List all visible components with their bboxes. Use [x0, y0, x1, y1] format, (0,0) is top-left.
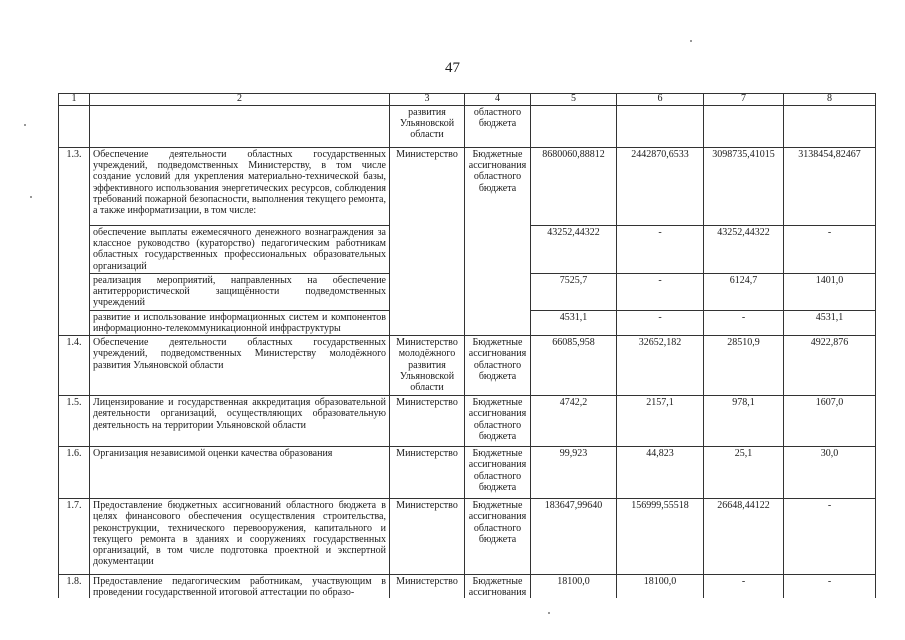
row-value: 4531,1 [784, 310, 876, 335]
column-header: 2 [90, 94, 390, 106]
row-value: 2157,1 [617, 396, 704, 447]
row-number: 1.3. [59, 148, 90, 336]
scan-speck [30, 196, 32, 198]
row-value: 66085,958 [531, 336, 617, 396]
table-row [59, 447, 876, 499]
scan-speck [24, 124, 26, 126]
row-value: - [784, 499, 876, 575]
table-row [59, 148, 876, 226]
row-value: - [617, 273, 704, 310]
row-value: 7525,7 [531, 273, 617, 310]
row-value: 4922,876 [784, 336, 876, 396]
column-header: 7 [704, 94, 784, 106]
row-description: Лицензирование и государственная аккредитация образовательной деятельности организаций, осуществляющих образовательную деятельность на территории Ульяновской области [90, 396, 390, 447]
row-number: 1.5. [59, 396, 90, 447]
row-value: 30,0 [784, 447, 876, 499]
row-value: - [704, 575, 784, 615]
row-description: обеспечение выплаты ежемесячного денежного вознаграждения за классное руководство (кураторство) педагогическим работникам областных государственных профессиональных образовательных организаций [90, 226, 390, 274]
row-value: 156999,55518 [617, 499, 704, 575]
row-value: 1607,0 [784, 396, 876, 447]
row-value: - [617, 310, 704, 335]
column-header: 1 [59, 94, 90, 106]
row-value: - [704, 310, 784, 335]
row-funding-source: Бюджетные ассигнования [465, 575, 531, 615]
row-value: 18100,0 [617, 575, 704, 615]
row-funding-source: Бюджетные ассигнования областного бюджета [465, 336, 531, 396]
row-value [704, 106, 784, 148]
row-description [90, 106, 390, 148]
row-executor: Министерство [390, 499, 465, 575]
row-description: Обеспечение деятельности областных государственных учреждений, подведомственных Министерству, в том числе создание условий для укрепления материально-технической базы, эффективного использования энергетических ресурсов, соблюдения требований пожарной безопасности, выполнения текущего ремонта, а также информатизации, в том числе: [90, 148, 390, 226]
row-funding-source: Бюджетные ассигнования областного бюджета [465, 396, 531, 447]
row-value [617, 106, 704, 148]
column-header: 8 [784, 94, 876, 106]
row-executor: Министерство [390, 396, 465, 447]
row-value: - [784, 575, 876, 615]
column-number-row [59, 94, 876, 106]
row-value: 99,923 [531, 447, 617, 499]
row-executor: развития Ульяновской области [390, 106, 465, 148]
row-number: 1.8. [59, 575, 90, 615]
row-description: реализация мероприятий, направленных на обеспечение антитеррористической защищённости подведомственных учреждений [90, 273, 390, 310]
row-executor: Министерство [390, 148, 465, 336]
row-value: 2442870,6533 [617, 148, 704, 226]
row-funding-source: Бюджетные ассигнования областного бюджета [465, 499, 531, 575]
row-funding-source: Бюджетные ассигнования областного бюджета [465, 148, 531, 336]
row-executor: Министерство молодёжного развития Ульяновской области [390, 336, 465, 396]
row-number: 1.7. [59, 499, 90, 575]
column-header: 4 [465, 94, 531, 106]
row-value: - [784, 226, 876, 274]
row-value: 1401,0 [784, 273, 876, 310]
row-value: 6124,7 [704, 273, 784, 310]
column-header: 3 [390, 94, 465, 106]
row-funding-source: Бюджетные ассигнования областного бюджета [465, 447, 531, 499]
row-executor: Министерство [390, 575, 465, 615]
row-value: 4742,2 [531, 396, 617, 447]
row-description: развитие и использование информационных систем и компонентов информационно-телекоммуникационной инфраструктуры [90, 310, 390, 335]
scan-speck [690, 40, 692, 42]
row-value: 4531,1 [531, 310, 617, 335]
table-row [59, 336, 876, 396]
row-value: 3098735,41015 [704, 148, 784, 226]
row-value: 28510,9 [704, 336, 784, 396]
row-number: 1.4. [59, 336, 90, 396]
page-number: 47 [445, 60, 460, 76]
column-header: 6 [617, 94, 704, 106]
table-row [59, 396, 876, 447]
row-description: Предоставление бюджетных ассигнований областного бюджета в целях финансового обеспечения осуществления строительства, реконструкции, технического перевооружения, капитального и текущего ремонта в зданиях и сооружениях государственных организаций, в том числе подготовка проектной и экспертной документации [90, 499, 390, 575]
row-value: 25,1 [704, 447, 784, 499]
row-value: 44,823 [617, 447, 704, 499]
scan-speck [548, 612, 550, 614]
row-number: 1.6. [59, 447, 90, 499]
row-description: Предоставление педагогическим работникам, участвующим в проведении государственной итоговой аттестации по образо- [90, 575, 390, 615]
row-value: 978,1 [704, 396, 784, 447]
row-executor: Министерство [390, 447, 465, 499]
table-row [59, 106, 876, 148]
row-value: 32652,182 [617, 336, 704, 396]
row-value: 183647,99640 [531, 499, 617, 575]
row-value: 43252,44322 [704, 226, 784, 274]
row-value: 43252,44322 [531, 226, 617, 274]
row-value: - [617, 226, 704, 274]
row-value: 8680060,88812 [531, 148, 617, 226]
page-bottom-margin [0, 598, 905, 640]
budget-table [58, 93, 876, 615]
row-value [531, 106, 617, 148]
table-row [59, 499, 876, 575]
column-header: 5 [531, 94, 617, 106]
row-value: 3138454,82467 [784, 148, 876, 226]
row-description: Организация независимой оценки качества образования [90, 447, 390, 499]
row-value: 26648,44122 [704, 499, 784, 575]
row-number [59, 106, 90, 148]
row-value: 18100,0 [531, 575, 617, 615]
row-description: Обеспечение деятельности областных государственных учреждений, подведомственных Министерству молодёжного развития Ульяновской области [90, 336, 390, 396]
row-funding-source: областного бюджета [465, 106, 531, 148]
row-value [784, 106, 876, 148]
